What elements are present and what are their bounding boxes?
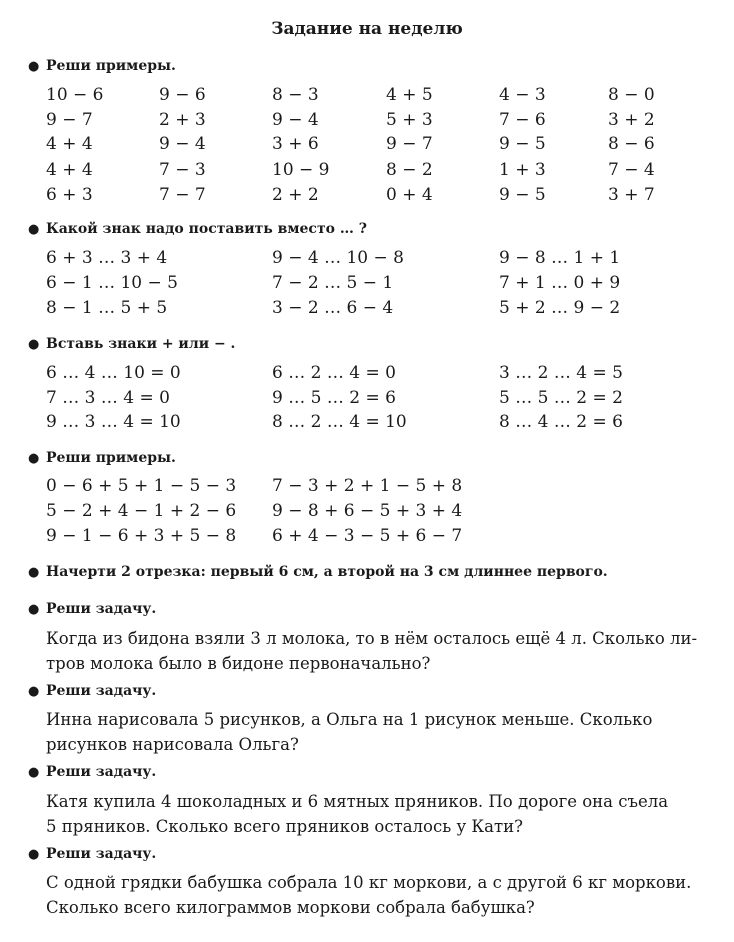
section-6-heading bbox=[28, 601, 156, 617]
example: 7 − 7 bbox=[159, 185, 206, 205]
long-example: 0 − 6 + 5 + 1 − 5 − 3 bbox=[46, 476, 237, 496]
heading-text: Начерти 2 отрезка: первый 6 см, а второй на 3 см длиннее первого. bbox=[46, 564, 608, 580]
heading-text: Реши задачу. bbox=[46, 846, 157, 862]
example: 4 + 4 bbox=[46, 160, 93, 180]
heading-text: Реши задачу. bbox=[46, 683, 157, 699]
bullet-icon: ● bbox=[28, 765, 40, 780]
comparison: 9 − 8 … 1 + 1 bbox=[499, 248, 621, 268]
comparison: 5 + 2 … 9 − 2 bbox=[499, 298, 621, 318]
bullet-icon: ● bbox=[28, 59, 40, 74]
problem-line: Катя купила 4 шоколадных и 6 мятных пряников. По дороге она съела bbox=[46, 792, 669, 811]
word-problem bbox=[46, 707, 716, 757]
sign-equation: 6 … 4 … 10 = 0 bbox=[46, 363, 181, 383]
heading-text: Реши примеры. bbox=[46, 58, 176, 74]
example: 9 − 7 bbox=[46, 110, 93, 130]
example: 3 + 6 bbox=[272, 134, 319, 154]
sign-equation: 3 … 2 … 4 = 5 bbox=[499, 363, 623, 383]
page-title: Задание на неделю bbox=[271, 19, 463, 39]
word-problem bbox=[46, 626, 716, 676]
example: 10 − 9 bbox=[272, 160, 330, 180]
bullet-icon: ● bbox=[28, 565, 40, 580]
word-problem bbox=[46, 789, 716, 839]
comparison: 7 + 1 … 0 + 9 bbox=[499, 273, 621, 293]
section-5-heading bbox=[28, 564, 608, 580]
example: 9 − 5 bbox=[499, 134, 546, 154]
sign-equation: 9 … 3 … 4 = 10 bbox=[46, 412, 181, 432]
heading-text: Реши задачу. bbox=[46, 764, 157, 780]
sign-equation: 8 … 2 … 4 = 10 bbox=[272, 412, 407, 432]
long-example: 5 − 2 + 4 − 1 + 2 − 6 bbox=[46, 501, 237, 521]
long-example: 9 − 1 − 6 + 3 + 5 − 8 bbox=[46, 526, 237, 546]
example: 7 − 4 bbox=[608, 160, 655, 180]
problem-line: Сколько всего килограммов моркови собрала бабушка? bbox=[46, 898, 535, 917]
example: 7 − 3 bbox=[159, 160, 206, 180]
problem-line: Инна нарисовала 5 рисунков, а Ольга на 1 рисунок меньше. Сколько bbox=[46, 710, 653, 729]
example: 6 + 3 bbox=[46, 185, 93, 205]
example: 0 + 4 bbox=[386, 185, 433, 205]
example: 9 − 4 bbox=[272, 110, 319, 130]
problem-line: тров молока было в бидоне первоначально? bbox=[46, 654, 431, 673]
comparison: 6 + 3 … 3 + 4 bbox=[46, 248, 168, 268]
comparison: 7 − 2 … 5 − 1 bbox=[272, 273, 394, 293]
example: 8 − 2 bbox=[386, 160, 433, 180]
bullet-icon: ● bbox=[28, 222, 40, 237]
comparison: 8 − 1 … 5 + 5 bbox=[46, 298, 168, 318]
example: 4 + 4 bbox=[46, 134, 93, 154]
example: 4 + 5 bbox=[386, 85, 433, 105]
sign-equation: 6 … 2 … 4 = 0 bbox=[272, 363, 396, 383]
comparison: 9 − 4 … 10 − 8 bbox=[272, 248, 404, 268]
problem-line: рисунков нарисовала Ольга? bbox=[46, 735, 299, 754]
section-9-heading bbox=[28, 846, 156, 862]
example: 8 − 3 bbox=[272, 85, 319, 105]
heading-text: Какой знак надо поставить вместо … ? bbox=[46, 221, 367, 237]
heading-text: Вставь знаки + или − . bbox=[46, 336, 236, 352]
sign-equation: 5 … 5 … 2 = 2 bbox=[499, 388, 623, 408]
bullet-icon: ● bbox=[28, 602, 40, 617]
example: 8 − 6 bbox=[608, 134, 655, 154]
bullet-icon: ● bbox=[28, 337, 40, 352]
bullet-icon: ● bbox=[28, 684, 40, 699]
long-example: 6 + 4 − 3 − 5 + 6 − 7 bbox=[272, 526, 463, 546]
example: 9 − 7 bbox=[386, 134, 433, 154]
bullet-icon: ● bbox=[28, 451, 40, 466]
sign-equation: 8 … 4 … 2 = 6 bbox=[499, 412, 623, 432]
example: 2 + 2 bbox=[272, 185, 319, 205]
section-3-heading bbox=[28, 336, 235, 352]
bullet-icon: ● bbox=[28, 847, 40, 862]
problem-line: Когда из бидона взяли 3 л молока, то в нём осталось ещё 4 л. Сколько ли- bbox=[46, 629, 698, 648]
section-2-heading bbox=[28, 221, 367, 237]
section-4-heading bbox=[28, 450, 176, 466]
word-problem bbox=[46, 870, 716, 920]
example: 7 − 6 bbox=[499, 110, 546, 130]
comparison: 3 − 2 … 6 − 4 bbox=[272, 298, 394, 318]
example: 8 − 0 bbox=[608, 85, 655, 105]
section-8-heading bbox=[28, 764, 156, 780]
long-example: 9 − 8 + 6 − 5 + 3 + 4 bbox=[272, 501, 463, 521]
example: 1 + 3 bbox=[499, 160, 546, 180]
example: 10 − 6 bbox=[46, 85, 104, 105]
problem-line: С одной грядки бабушка собрала 10 кг моркови, а с другой 6 кг моркови. bbox=[46, 873, 692, 892]
problem-line: 5 пряников. Сколько всего пряников осталось у Кати? bbox=[46, 817, 523, 836]
heading-text: Реши задачу. bbox=[46, 601, 157, 617]
heading-text: Реши примеры. bbox=[46, 450, 176, 466]
example: 2 + 3 bbox=[159, 110, 206, 130]
comparison: 6 − 1 … 10 − 5 bbox=[46, 273, 178, 293]
section-1-heading bbox=[28, 58, 176, 74]
example: 3 + 2 bbox=[608, 110, 655, 130]
sign-equation: 9 … 5 … 2 = 6 bbox=[272, 388, 396, 408]
example: 4 − 3 bbox=[499, 85, 546, 105]
example: 3 + 7 bbox=[608, 185, 655, 205]
example: 9 − 6 bbox=[159, 85, 206, 105]
example: 9 − 4 bbox=[159, 134, 206, 154]
long-example: 7 − 3 + 2 + 1 − 5 + 8 bbox=[272, 476, 463, 496]
example: 9 − 5 bbox=[499, 185, 546, 205]
section-7-heading bbox=[28, 683, 156, 699]
example: 5 + 3 bbox=[386, 110, 433, 130]
sign-equation: 7 … 3 … 4 = 0 bbox=[46, 388, 170, 408]
